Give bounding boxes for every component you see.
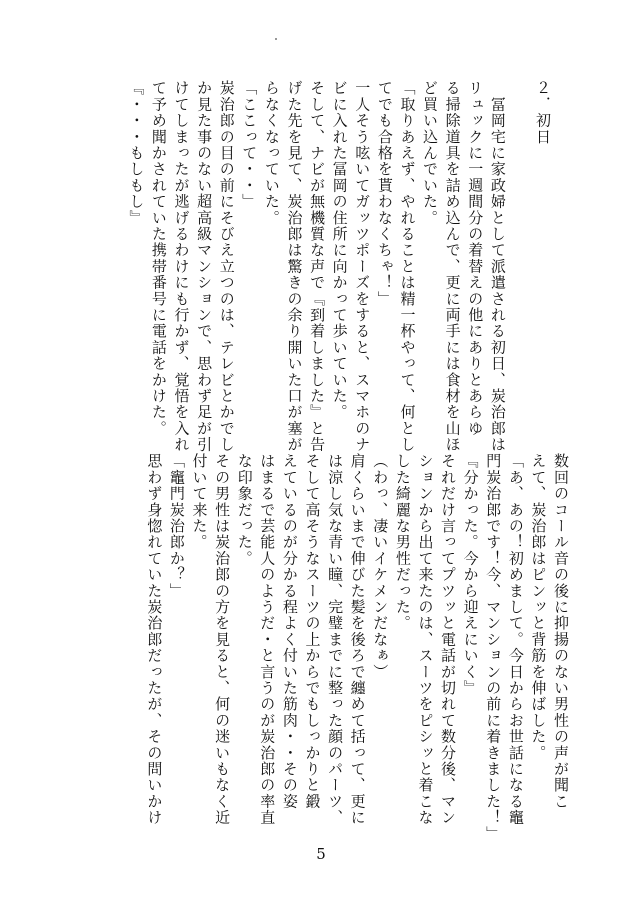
text-column: 「竈門炭治郎か？」 — [167, 453, 186, 599]
text-column: は涼し気な青い瞳、完璧までに整った顔のパーツ、 — [326, 453, 345, 826]
text-column: 「ここって・・」 — [240, 80, 259, 210]
text-column: （わっ、凄いイケメンだなぁ） — [371, 453, 390, 680]
text-column: その男性は炭治郎の方を見ると、何の迷いもなく近 — [213, 453, 232, 826]
lower-text-block — [143, 453, 572, 842]
text-column: る掃除道具を詰め込んで、更に両手には食材を山ほ — [443, 80, 462, 453]
text-column: 「あ、あの！初めまして。今日からお世話になる竈 — [506, 453, 525, 826]
text-column: ビに入れた冨岡の住所に向かって歩いていた。 — [330, 80, 349, 421]
text-column: て予め聞かされていた携帯番号に電話をかけた。 — [149, 80, 168, 437]
text-column: ションから出て来たのは、スーツをピシッと着こな — [416, 453, 435, 826]
text-column: そして高そうなスーツの上からでもしっかりと鍛 — [303, 453, 322, 810]
text-column: 思わず身惚れていた炭治郎だったが、その問いかけ — [145, 453, 164, 826]
text-column: 「取りあえず、やれることは精一杯やって、何とし — [398, 80, 417, 453]
top-dot-mark — [275, 38, 277, 40]
text-column: 炭治郎の目の前にそびえ立つのは、テレビとかでし — [217, 80, 236, 453]
text-column: ど買い込んでいた。 — [421, 80, 440, 226]
text-column: はまるで芸能人のようだ・と言うのが炭治郎の率直 — [258, 453, 277, 826]
text-column: それだけ言ってプツッと電話が切れて数分後、マン — [439, 453, 458, 826]
text-column: した綺麗な男性だった。 — [393, 453, 412, 632]
text-column: 『・・・もしもし』 — [127, 80, 146, 226]
text-column: 『分かった。今から迎えにいく』 — [461, 453, 480, 696]
text-column: 門炭治郎です！今、マンションの前に着きました！」 — [484, 453, 503, 842]
text-column: らなくなっていた。 — [262, 80, 281, 226]
text-column: 付いて来た。 — [190, 453, 209, 551]
text-column: な印象だった。 — [235, 453, 254, 567]
text-column: てでも合格を貰わなくちゃ！」 — [375, 80, 394, 307]
text-column: えているのが分かる程よく付いた筋肉・・その姿 — [280, 453, 299, 810]
text-column: 冨岡宅に家政婦として派遣される初日、炭治郎は — [488, 80, 507, 453]
text-column: げた先を見て、炭治郎は驚きの余り開いた口が塞が — [285, 80, 304, 453]
text-column: そして、ナビが無機質な声で『到着しました』と告 — [308, 80, 327, 453]
text-column: けてしまったが逃げるわけにも行かず、覚悟を入れ — [172, 80, 191, 453]
text-column — [509, 80, 532, 432]
text-column: か見た事のない超高級マンションで、思わず足が引 — [195, 80, 214, 453]
page-number: 5 — [316, 845, 326, 863]
text-column: 一人そう呟いてガッツポーズをすると、スマホのナ — [353, 80, 372, 453]
text-column: 肩くらいまで伸びた髪を後ろで纏めて括って、更に — [348, 453, 367, 826]
text-column: リュックに一週間分の着替えの他にありとあらゆ — [466, 80, 485, 437]
text-column: ２．初日 — [534, 80, 552, 145]
upper-text-block — [125, 80, 554, 453]
text-column: 数回のコール音の後に抑揚のない男性の声が聞こ — [552, 453, 570, 810]
text-column: えて、炭治郎はピンッと背筋を伸ばした。 — [529, 453, 548, 761]
